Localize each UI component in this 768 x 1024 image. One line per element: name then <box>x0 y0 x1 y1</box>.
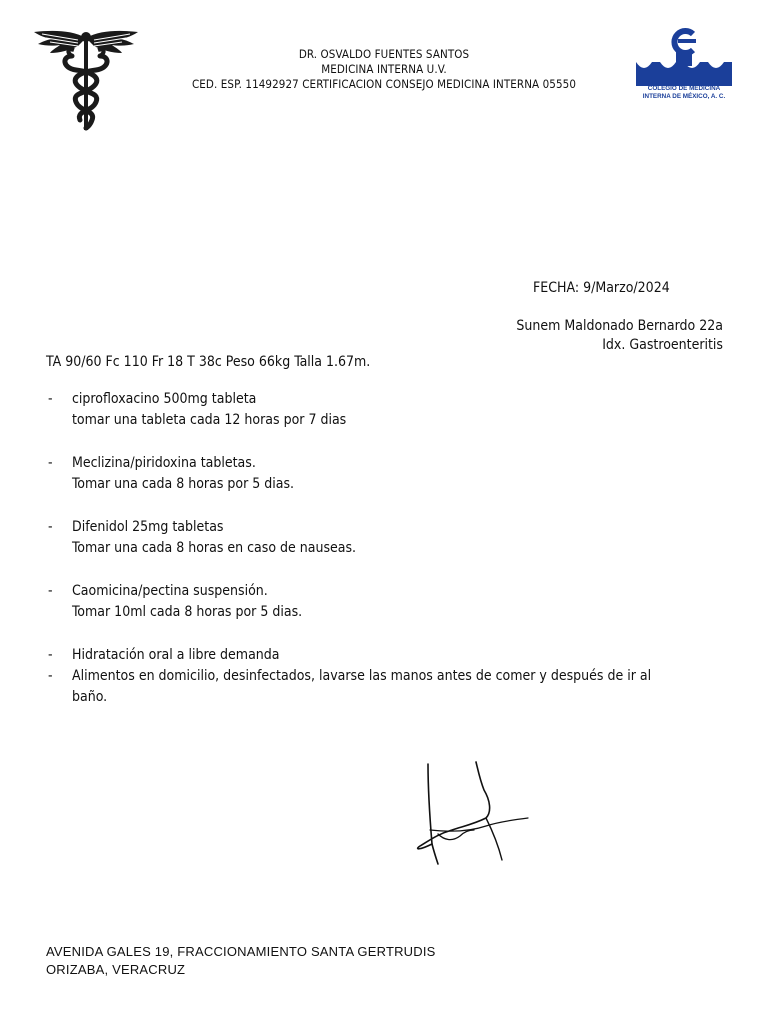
college-emblem-icon <box>628 28 740 86</box>
doctor-specialty: MEDICINA INTERNA U.V. <box>321 62 447 76</box>
medication-dosage: Tomar 10ml cada 8 horas por 5 dias. <box>72 604 303 620</box>
doctor-header <box>170 47 598 92</box>
instruction-text: Hidratación oral a libre demanda <box>72 647 280 663</box>
list-dash: - <box>48 583 53 599</box>
prescription-date: FECHA: 9/Marzo/2024 <box>533 280 670 296</box>
prescription-list <box>46 389 726 708</box>
college-logo <box>628 28 740 110</box>
address-line1: AVENIDA GALES 19, FRACCIONAMIENTO SANTA GERTRUDIS <box>46 944 436 959</box>
prescription-item <box>46 389 726 431</box>
medication-name: Caomicina/pectina suspensión. <box>72 583 268 599</box>
medication-name: Meclizina/piridoxina tabletas. <box>72 455 256 471</box>
prescription-item <box>46 453 726 495</box>
college-name-line1: COLEGIO DE MEDICINA <box>647 85 721 92</box>
doctor-credentials: CED. ESP. 11492927 CERTIFICACION CONSEJO MEDICINA INTERNA 05550 <box>191 77 577 91</box>
list-dash: - <box>48 391 53 407</box>
list-dash: - <box>48 519 53 535</box>
caduceus-icon <box>32 26 140 134</box>
prescription-item <box>46 517 726 559</box>
instruction-item <box>46 666 726 708</box>
doctor-name: DR. OSVALDO FUENTES SANTOS <box>298 47 470 61</box>
medication-name: ciprofloxacino 500mg tableta <box>72 391 257 407</box>
patient-info <box>516 317 723 355</box>
patient-name-age: Sunem Maldonado Bernardo 22a <box>516 318 723 334</box>
patient-diagnosis: Idx. Gastroenteritis <box>602 337 723 353</box>
list-dash: - <box>48 455 53 471</box>
prescription-item <box>46 581 726 623</box>
medication-dosage: tomar una tableta cada 12 horas por 7 dias <box>72 412 347 428</box>
instruction-text: Alimentos en domicilio, desinfectados, lavarse las manos antes de comer y después de ir al <box>72 668 652 684</box>
list-dash: - <box>48 647 53 663</box>
vital-signs: TA 90/60 Fc 110 Fr 18 T 38c Peso 66kg Talla 1.67m. <box>46 354 371 370</box>
address-line2: ORIZABA, VERACRUZ <box>46 962 186 977</box>
medication-dosage: Tomar una cada 8 horas en caso de nauseas. <box>72 540 357 556</box>
doctor-signature <box>408 760 532 868</box>
address-footer <box>46 943 436 979</box>
list-dash: - <box>48 668 53 684</box>
medication-dosage: Tomar una cada 8 horas por 5 dias. <box>72 476 295 492</box>
instruction-item <box>46 645 726 666</box>
medication-name: Difenidol 25mg tabletas <box>72 519 224 535</box>
instruction-text-continued: baño. <box>72 689 108 705</box>
college-name-line2: INTERNA DE MÉXICO, A. C. <box>642 93 726 100</box>
